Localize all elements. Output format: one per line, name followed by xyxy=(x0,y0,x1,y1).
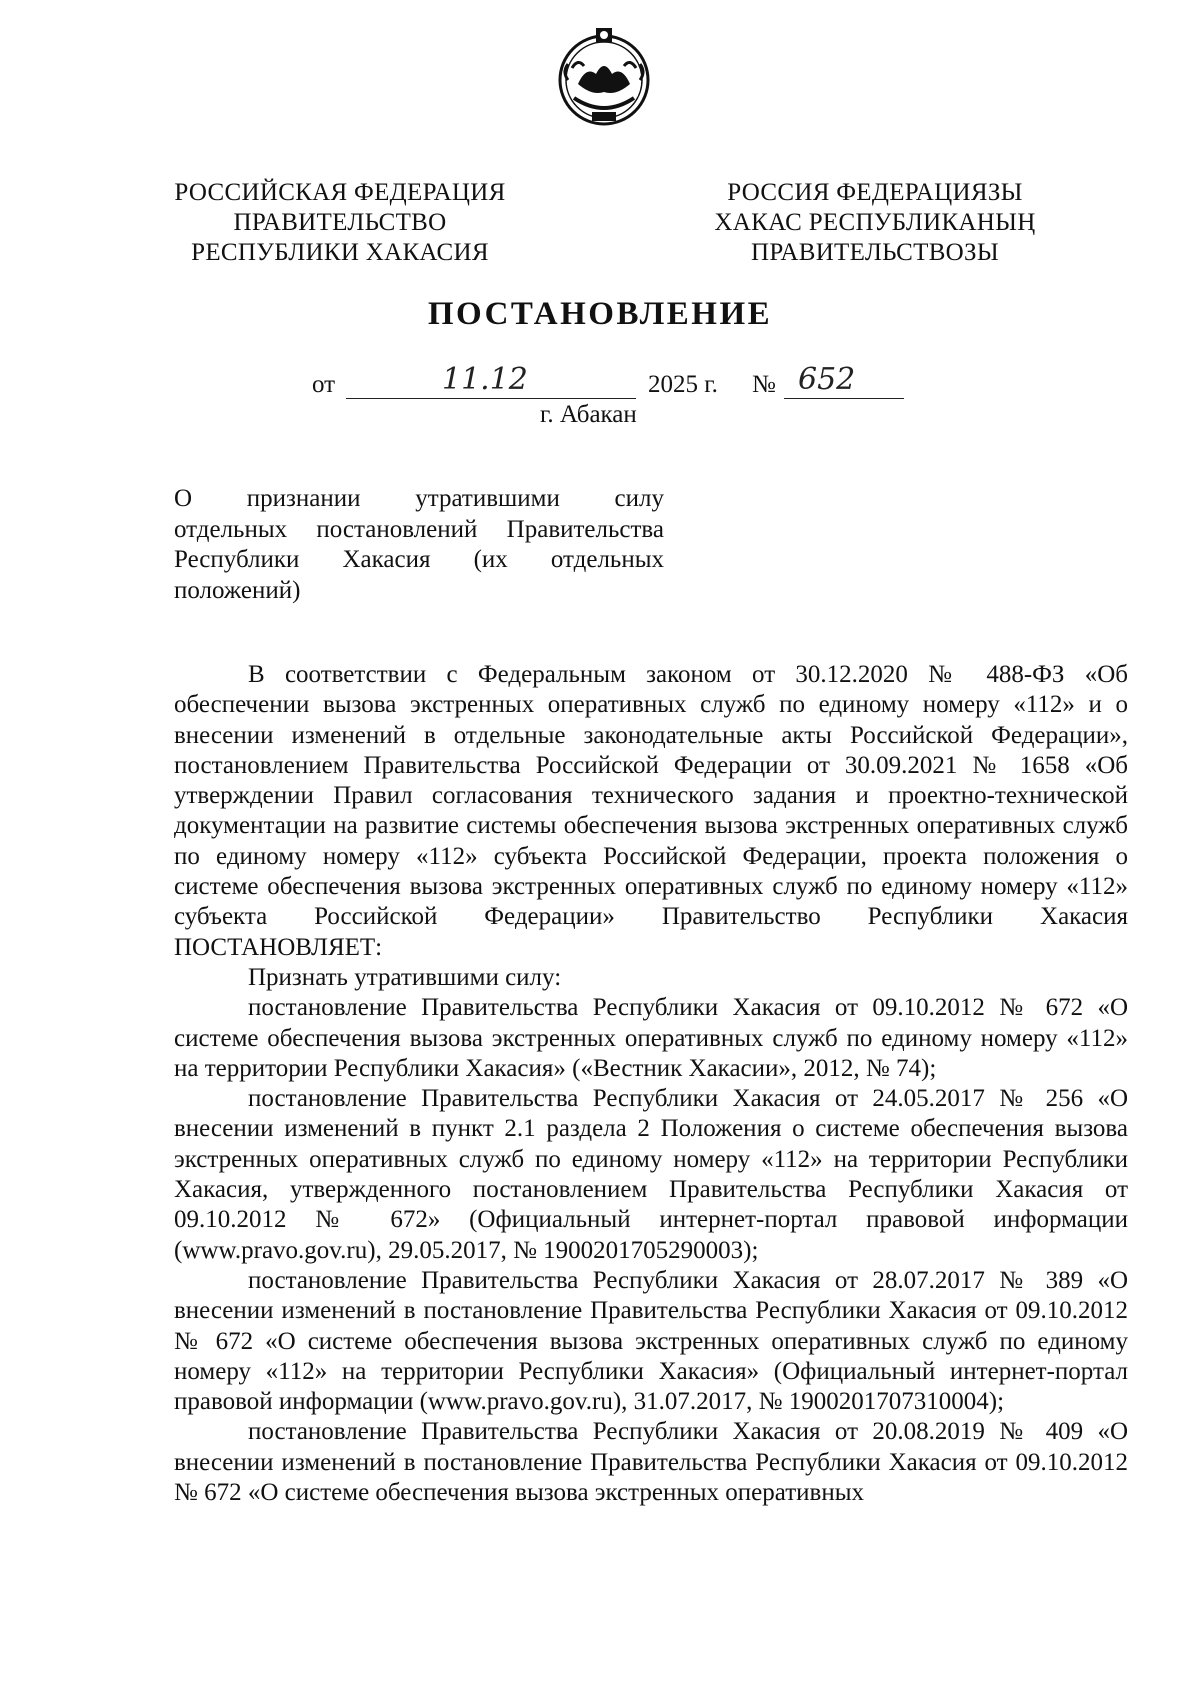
coat-of-arms-emblem xyxy=(556,22,652,140)
subject-line-2: отдельных постановлений Правительства xyxy=(174,515,664,543)
header-right-line-1: РОССИЯ ФЕДЕРАЦИЯЗЫ xyxy=(727,179,1023,206)
document-body xyxy=(174,660,1128,1508)
repealed-item-4: постановление Правительства Республики Хакасия от 20.08.2019 № 409 «О внесении изменений в постановление Правительства Республики Хакасия от 09.10.2012 № 672 «О системе обеспечения вызова экстренных оперативных xyxy=(174,1418,1128,1507)
document-subject xyxy=(174,484,664,606)
handwritten-date: 11.12 xyxy=(442,362,528,397)
header-left-line-2: ПРАВИТЕЛЬСТВО xyxy=(233,209,447,236)
header-left-line-1: РОССИЙСКАЯ ФЕДЕРАЦИЯ xyxy=(174,179,506,206)
number-label: № xyxy=(752,371,776,398)
header-right-line-3: ПРАВИТЕЛЬСТВОЗЫ xyxy=(751,239,999,266)
repealed-item-1: постановление Правительства Республики Хакасия от 09.10.2012 № 672 «О системе обеспечения вызова экстренных оперативных служб по единому номеру «112» на территории Республики Хакасия» («Вестник Хакасии», 2012, № 74); xyxy=(174,994,1128,1082)
header-right-block xyxy=(700,178,1050,268)
repealed-item-3: постановление Правительства Республики Хакасия от 28.07.2017 № 389 «О внесении изменений в постановление Правительства Республики Хакасия от 09.10.2012 № 672 «О системе обеспечения вызова экстренных оперативных служб по единому номеру «112» на территории Республики Хакасия» (Официальный интернет-портал правовой информации (www.pravo.gov.ru), 31.07.2017, № 1900201707310004); xyxy=(174,1266,1128,1416)
header-right-line-2: ХАКАС РЕСПУБЛИКАНЫҢ xyxy=(714,209,1036,236)
resolution-paragraph: Признать утратившими силу: xyxy=(248,963,562,991)
preamble-paragraph: В соответствии с Федеральным законом от 30.12.2020 № 488-ФЗ «Об обеспечении вызова экстренных оперативных служб по единому номеру «112» и о внесении изменений в отдельные законодательные акты Российской Федерации», постановлением Правительства Российской Федерации от 30.09.2021 № 1658 «Об утверждении Правил согласования технического задания и проектно-технической документации на развитие системы обеспечения вызова экстренных оперативных служб по единому номеру «112» субъекта Российской Федерации, проекта положения о системе обеспечения вызова экстренных оперативных служб по единому номеру «112» субъекта Российской Федерации» Правительство Республики Хакасия ПОСТАНОВЛЯЕТ: xyxy=(174,661,1128,961)
subject-line-3: Республики Хакасия (их отдельных xyxy=(174,546,664,573)
header-left-block xyxy=(170,178,510,268)
repealed-item-2: постановление Правительства Республики Хакасия от 24.05.2017 № 256 «О внесении изменений в пункт 2.1 раздела 2 Положения о системе обеспечения вызова экстренных оперативных служб по единому номеру «112» на территории Республики Хакасия, утвержденного постановлением Правительства Республики Хакасия от 09.10.2012 № 672» (Официальный интернет-портал правовой информации (www.pravo.gov.ru), 29.05.2017, № 1900201705290003); xyxy=(174,1085,1128,1264)
handwritten-number: 652 xyxy=(798,362,856,397)
subject-line-1: О признании утратившими силу xyxy=(174,485,664,512)
year-label: 2025 г. xyxy=(648,371,718,398)
number-underline xyxy=(784,398,904,399)
date-prefix: от xyxy=(312,371,336,398)
subject-line-4: положений) xyxy=(174,576,301,604)
header-left-line-3: РЕСПУБЛИКИ ХАКАСИЯ xyxy=(191,239,489,266)
document-type-title: ПОСТАНОВЛЕНИЕ xyxy=(427,296,773,332)
date-underline xyxy=(346,398,636,399)
city-label: г. Абакан xyxy=(540,401,637,428)
